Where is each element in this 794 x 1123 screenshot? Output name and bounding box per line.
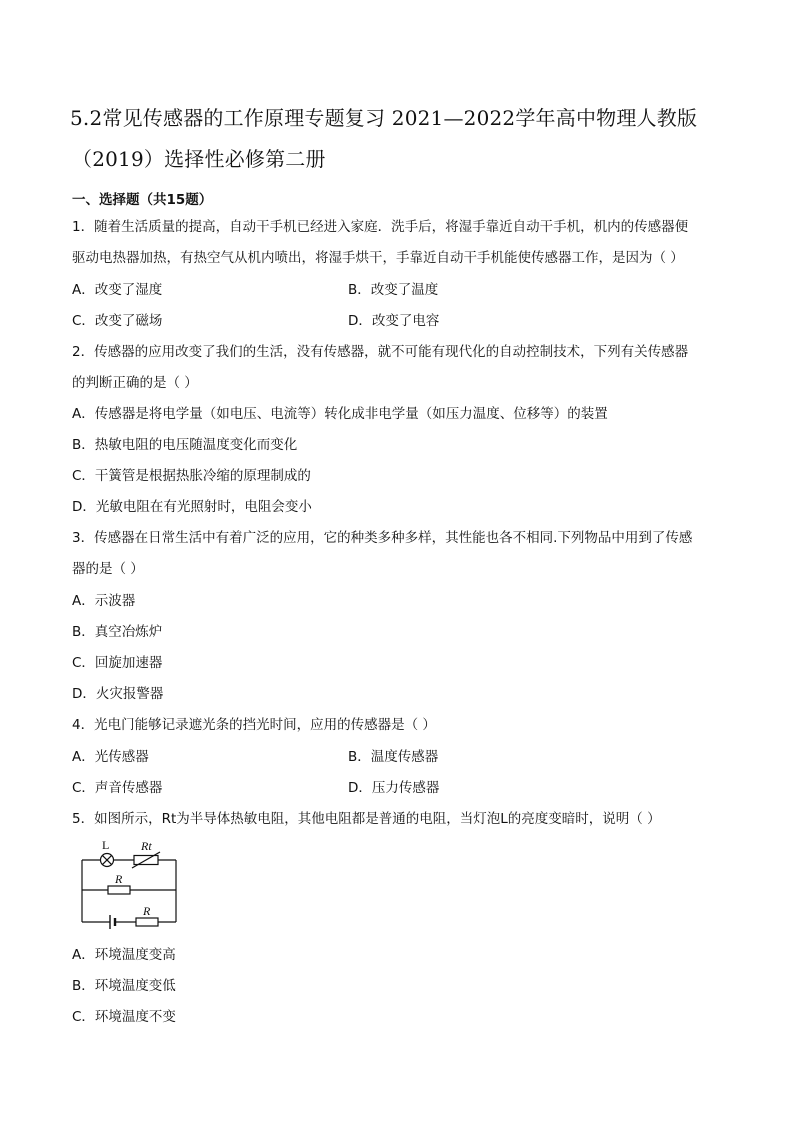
document-title-line-1: 5.2常见传感器的工作原理专题复习 2021—2022学年高中物理人教版 xyxy=(70,106,698,130)
question-2-option-d: D．光敏电阻在有光照射时，电阻会变小 xyxy=(72,499,312,515)
question-5-option-a: A．环境温度变高 xyxy=(72,947,176,963)
question-4-option-c: C．声音传感器 xyxy=(72,780,163,796)
question-2-option-b: B．热敏电阻的电压随温度变化而变化 xyxy=(72,437,298,453)
section-heading: 一、选择题（共15题） xyxy=(72,192,213,208)
question-4-option-d: D．压力传感器 xyxy=(348,780,440,796)
lamp-label: L xyxy=(102,838,110,852)
question-3-option-b: B．真空冶炼炉 xyxy=(72,624,163,640)
question-2-option-a: A．传感器是将电学量（如电压、电流等）转化成非电学量（如压力温度、位移等）的装置 xyxy=(72,406,608,422)
question-1-option-a: A．改变了湿度 xyxy=(72,282,163,298)
question-2-line-1: 2．传感器的应用改变了我们的生活，没有传感器，就不可能有现代化的自动控制技术，下列有关传感器 xyxy=(72,344,689,360)
circuit-diagram xyxy=(70,836,185,936)
question-1-option-b: B．改变了温度 xyxy=(348,282,439,298)
resistor-icon-1 xyxy=(108,886,130,894)
question-3-option-d: D．火灾报警器 xyxy=(72,686,164,702)
resistor-label-2: R xyxy=(143,904,151,918)
document-title-line-2: （2019）选择性必修第二册 xyxy=(72,147,326,171)
question-1-line-1: 1．随着生活质量的提高，自动干手机已经进入家庭．洗手后，将湿手靠近自动干手机，机内的传感器便 xyxy=(72,219,689,235)
question-3-option-a: A．示波器 xyxy=(72,593,136,609)
question-3-line-1: 3．传感器在日常生活中有着广泛的应用，它的种类多种多样，其性能也各不相同.下列物品中用到了传感 xyxy=(72,530,693,546)
question-3-option-c: C．回旋加速器 xyxy=(72,655,163,671)
thermistor-label: Rt xyxy=(141,839,152,853)
question-5-line-1: 5．如图所示，Rt为半导体热敏电阻，其他电阻都是普通的电阻，当灯泡L的亮度变暗时，说明（ ） xyxy=(72,811,661,827)
question-1-line-2: 驱动电热器加热，有热空气从机内喷出，将湿手烘干，手靠近自动干手机能使传感器工作，是因为（ ） xyxy=(72,250,684,266)
question-1-option-c: C．改变了磁场 xyxy=(72,313,163,329)
question-5-option-c: C．环境温度不变 xyxy=(72,1009,176,1025)
question-2-option-c: C．干簧管是根据热胀冷缩的原理制成的 xyxy=(72,468,311,484)
question-5-option-b: B．环境温度变低 xyxy=(72,978,176,994)
resistor-label-1: R xyxy=(115,872,123,886)
question-4-option-b: B．温度传感器 xyxy=(348,749,439,765)
resistor-icon-2 xyxy=(136,918,158,926)
thermistor-slash xyxy=(132,852,160,868)
question-2-line-2: 的判断正确的是（ ） xyxy=(72,375,198,391)
question-3-line-2: 器的是（ ） xyxy=(72,561,144,577)
question-1-option-d: D．改变了电容 xyxy=(348,313,440,329)
question-4-line-1: 4．光电门能够记录遮光条的挡光时间，应用的传感器是（ ） xyxy=(72,717,436,733)
question-4-option-a: A．光传感器 xyxy=(72,749,149,765)
